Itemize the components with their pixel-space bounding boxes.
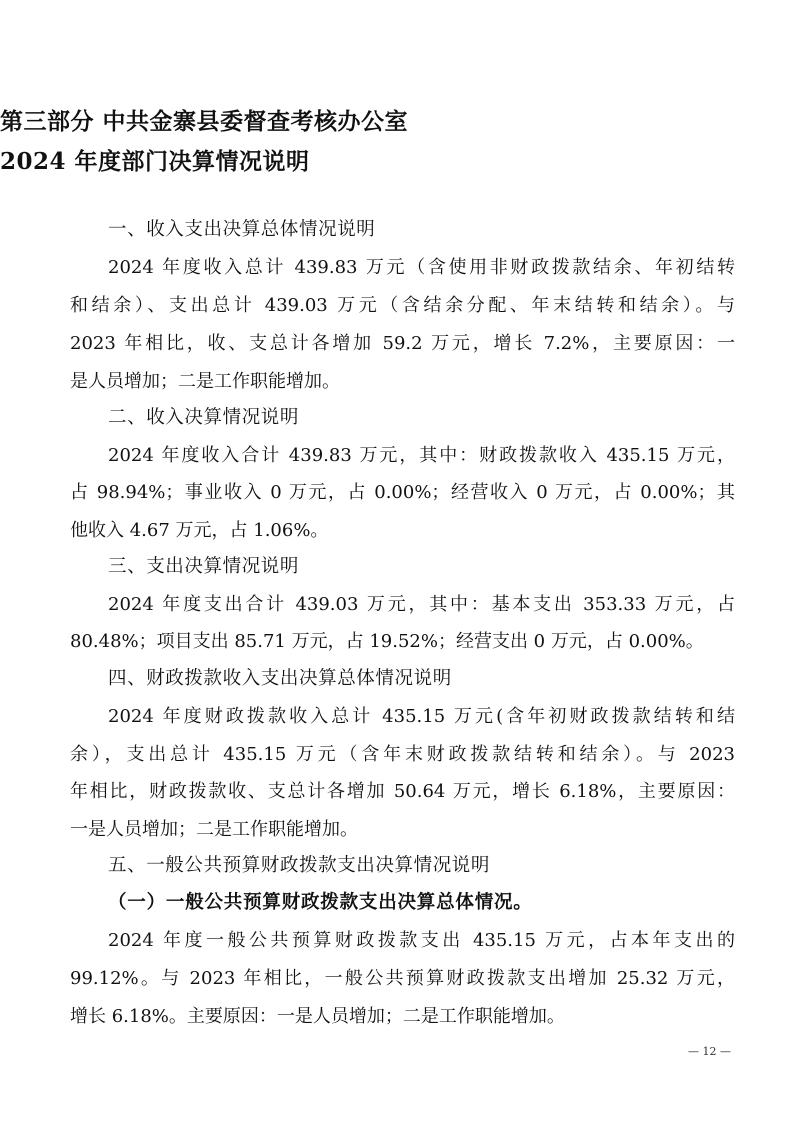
- section-heading-1: 一、收入支出决算总体情况说明: [108, 219, 376, 240]
- section-2-line: 他收入 4.67 万元，占 1.06%。: [70, 520, 329, 541]
- document-subtitle: 2024 年度部门决算情况说明: [0, 148, 310, 175]
- section-5-line: 2024 年度一般公共预算财政拨款支出 435.15 万元，占本年支出的: [108, 930, 735, 951]
- section-heading-5: 五、一般公共预算财政拨款支出决算情况说明: [108, 855, 491, 876]
- section-5-line: 99.12%。与 2023 年相比，一般公共预算财政拨款支出增加 25.32 万元，: [70, 968, 735, 989]
- section-1-line: 2024 年度收入总计 439.83 万元（含使用非财政拨款结余、年初结转: [108, 257, 735, 278]
- section-4-line: 2024 年度财政拨款收入总计 435.15 万元(含年初财政拨款结转和结: [108, 706, 735, 727]
- section-subheading-5-1: （一）一般公共预算财政拨款支出决算总体情况。: [108, 892, 533, 913]
- document-title: 第三部分 中共金寨县委督查考核办公室: [0, 108, 409, 135]
- section-heading-4: 四、财政拨款收入支出决算总体情况说明: [108, 668, 452, 689]
- section-heading-2: 二、收入决算情况说明: [108, 407, 300, 428]
- section-2-line: 占 98.94%；事业收入 0 万元，占 0.00%；经营收入 0 万元，占 0.00%；其: [70, 482, 735, 503]
- section-1-line: 2023 年相比，收、支总计各增加 59.2 万元，增长 7.2%，主要原因：一: [70, 333, 735, 354]
- section-2-line: 2024 年度收入合计 439.83 万元，其中：财政拨款收入 435.15 万元，: [108, 445, 735, 466]
- section-3-line: 80.48%；项目支出 85.71 万元，占 19.52%；经营支出 0 万元，占 0.00%。: [70, 631, 704, 652]
- section-1-line: 和结余）、支出总计 439.03 万元（含结余分配、年末结转和结余）。与: [70, 295, 735, 316]
- section-4-line: 一是人员增加；二是工作职能增加。: [70, 819, 358, 840]
- section-heading-3: 三、支出决算情况说明: [108, 556, 300, 577]
- section-4-line: 年相比，财政拨款收、支总计各增加 50.64 万元，增长 6.18%，主要原因：: [70, 781, 735, 802]
- section-3-line: 2024 年度支出合计 439.03 万元，其中：基本支出 353.33 万元，占: [108, 594, 735, 615]
- section-5-line: 增长 6.18%。主要原因：一是人员增加；二是工作职能增加。: [70, 1006, 565, 1027]
- section-4-line: 余），支出总计 435.15 万元（含年末财政拨款结转和结余）。与 2023: [70, 744, 735, 765]
- section-1-line: 是人员增加；二是工作职能增加。: [70, 371, 340, 392]
- page-number: — 12 —: [688, 1045, 731, 1058]
